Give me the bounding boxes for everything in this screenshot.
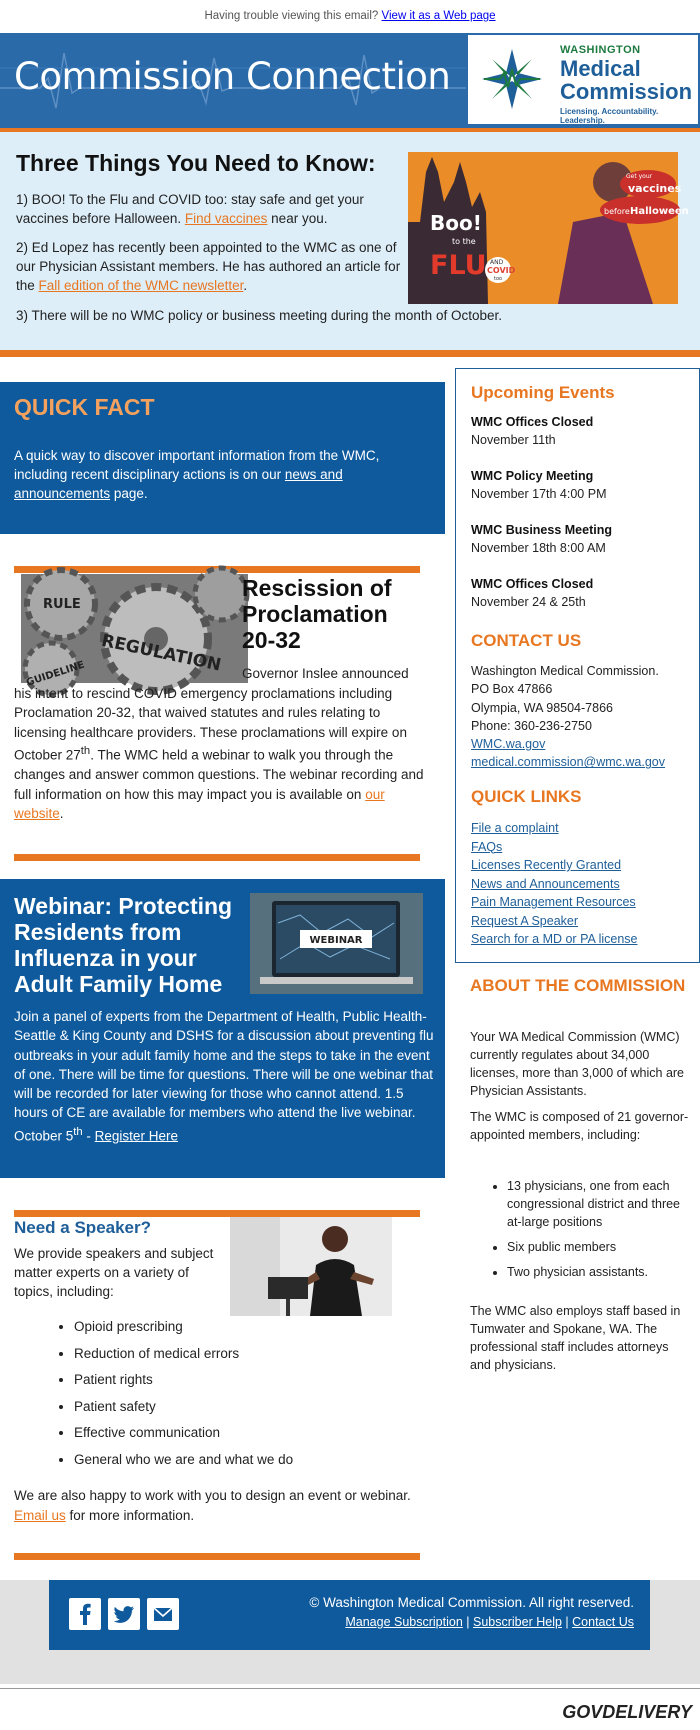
regulation-word: REGULATION bbox=[99, 630, 223, 676]
rescission-body-2: . The WMC held a webinar to walk you through the changes and answer common questions. The webinar recording and full information on how this may impact you is available on bbox=[14, 747, 424, 802]
topic-item: • Opioid prescribing bbox=[74, 1314, 293, 1341]
topic-item: • Reduction of medical errors bbox=[74, 1341, 293, 1368]
footer-rule bbox=[0, 1688, 700, 1689]
event-date: November 24 & 25th bbox=[471, 595, 586, 609]
webinar-sup: th bbox=[73, 1125, 83, 1138]
register-here-link[interactable]: Register Here bbox=[94, 1128, 178, 1144]
get-your-text: Get your bbox=[626, 173, 653, 180]
about-p3: The WMC also employs staff based in Tumwater and Spokane, WA. The professional staff includes attorneys and physicians. bbox=[470, 1304, 681, 1372]
speaker-illustration bbox=[230, 1217, 392, 1316]
webview-bar bbox=[0, 0, 700, 33]
event-item bbox=[471, 467, 607, 503]
event-date: November 18th 8:00 AM bbox=[471, 541, 606, 555]
flu-text: FLU bbox=[430, 250, 487, 281]
newsletter-header bbox=[0, 33, 700, 128]
item-2-text: 2) Ed Lopez has recently been appointed to the WMC as one of our Physician Assistant members. He has authored an article for the bbox=[16, 240, 401, 293]
event-item bbox=[471, 575, 593, 611]
rule-word: RULE bbox=[43, 597, 81, 612]
member-item: • Six public members bbox=[507, 1238, 692, 1256]
footer bbox=[49, 1580, 650, 1650]
webview-link[interactable]: View it as a Web page bbox=[381, 10, 496, 22]
rescission-heading-2: Proclamation bbox=[242, 601, 388, 627]
quick-link-licenses-granted[interactable]: Licenses Recently Granted bbox=[471, 858, 622, 872]
quick-fact-text bbox=[14, 446, 434, 503]
contact-us-link[interactable]: Contact Us bbox=[572, 1615, 634, 1629]
webinar-laptop-image bbox=[250, 893, 423, 994]
quick-fact-heading: QUICK FACT bbox=[14, 394, 155, 420]
manage-subscription-link[interactable]: Manage Subscription bbox=[345, 1615, 463, 1629]
twitter-icon[interactable] bbox=[108, 1598, 140, 1630]
boo-flu-illustration bbox=[408, 152, 689, 304]
topic-item: • Patient safety bbox=[74, 1394, 293, 1421]
govdelivery-logo[interactable]: GOVDELIVERY bbox=[562, 1702, 692, 1722]
vaccines-text: vaccines bbox=[628, 182, 682, 195]
event-title: WMC Business Meeting bbox=[471, 523, 612, 537]
event-title: WMC Offices Closed bbox=[471, 415, 594, 429]
before-text: before bbox=[604, 207, 630, 216]
quick-link-file-complaint[interactable]: File a complaint bbox=[471, 821, 559, 835]
event-title: WMC Policy Meeting bbox=[471, 469, 594, 483]
three-things-item-1 bbox=[16, 190, 401, 228]
contact-line: Washington Medical Commission. bbox=[471, 664, 659, 678]
quick-fact-body: A quick way to discover important information from the WMC, including recent disciplinary actions is on our bbox=[14, 448, 380, 482]
quick-fact-section bbox=[0, 382, 445, 534]
boo-flu-image bbox=[408, 152, 689, 304]
member-item: • Two physician assistants. bbox=[507, 1263, 692, 1281]
logo-commission: Commission bbox=[560, 79, 693, 104]
event-item bbox=[471, 413, 593, 449]
section-divider bbox=[0, 350, 700, 357]
facebook-glyph-icon bbox=[69, 1598, 101, 1630]
guideline-word: GUIDELINE bbox=[25, 659, 86, 689]
three-things-heading: Three Things You Need to Know: bbox=[16, 150, 376, 176]
item-1-text: 1) BOO! To the Flu and COVID too: stay safe and get your vaccines before Halloween. bbox=[16, 192, 364, 226]
three-things-section bbox=[0, 128, 700, 350]
about-heading: ABOUT THE COMMISSION bbox=[470, 976, 686, 995]
contact-line: Phone: 360-236-2750 bbox=[471, 718, 592, 733]
webinar-body: Join a panel of experts from the Department of Health, Public Health-Seattle & King County and DSHS for a discussion about preventing flu outbreaks in your adult family home and the steps to take in the event of one. There will be time for questions. There will be one webinar that will be recorded for later viewing for those who cannot attend. 1.5 hours of CE are available for members who attend the live webinar. October 5 bbox=[14, 1009, 434, 1144]
webinar-heading: Webinar: Protecting Residents from Influenza in your Adult Family Home bbox=[14, 893, 233, 997]
quick-links-list bbox=[471, 819, 638, 949]
wmc-logo[interactable] bbox=[466, 33, 700, 126]
twitter-glyph-icon bbox=[108, 1598, 140, 1630]
speaker-outro bbox=[14, 1486, 424, 1525]
boo-text: Boo! bbox=[430, 211, 482, 235]
footer-separator: | bbox=[466, 1615, 470, 1629]
topic-item: • General who we are and what we do bbox=[74, 1447, 293, 1474]
contact-email-link[interactable]: medical.commission@wmc.wa.gov bbox=[471, 755, 665, 770]
event-date: November 11th bbox=[471, 433, 556, 447]
speaker-outro-text: We are also happy to work with you to design an event or webinar. bbox=[14, 1488, 411, 1503]
topic-item: • Patient rights bbox=[74, 1367, 293, 1394]
our-website-link[interactable]: our website bbox=[14, 786, 385, 821]
quick-links-heading: QUICK LINKS bbox=[471, 787, 582, 806]
event-date: November 17th 4:00 PM bbox=[471, 487, 607, 501]
logo-washington: WASHINGTON bbox=[560, 44, 641, 56]
webinar-section bbox=[0, 879, 445, 1178]
covid-text: COVID bbox=[487, 266, 516, 275]
topic-item: • Effective communication bbox=[74, 1420, 293, 1447]
fall-newsletter-link[interactable]: Fall edition of the WMC newsletter bbox=[38, 278, 244, 293]
news-announcements-link[interactable]: news and announcements bbox=[14, 467, 343, 501]
rescission-sup: th bbox=[80, 745, 91, 758]
speaker-heading: Need a Speaker? bbox=[14, 1218, 152, 1237]
events-heading: Upcoming Events bbox=[471, 383, 615, 402]
wmc-star-icon bbox=[480, 47, 544, 111]
about-members-list bbox=[470, 1177, 692, 1288]
contact-line: PO Box 47866 bbox=[471, 682, 553, 697]
facebook-icon[interactable] bbox=[69, 1598, 101, 1630]
newsletter-title: Commission Connection bbox=[14, 55, 451, 98]
webinar-label: WEBINAR bbox=[309, 935, 363, 946]
about-p1: Your WA Medical Commission (WMC) currently regulates about 34,000 licenses, more than 3,000 of which are Physician Assistants. bbox=[470, 1030, 685, 1098]
about-p2: The WMC is composed of 21 governor-appointed members, including: bbox=[470, 1110, 689, 1142]
rescission-body bbox=[14, 684, 424, 823]
speaker-topics bbox=[14, 1314, 293, 1473]
quick-link-news[interactable]: News and Announcements bbox=[471, 876, 620, 891]
contact-line: Olympia, WA 98504-7866 bbox=[471, 700, 613, 715]
orange-divider bbox=[14, 1553, 420, 1560]
event-title: WMC Offices Closed bbox=[471, 577, 594, 591]
logo-name bbox=[560, 57, 692, 103]
footer-separator: | bbox=[565, 1615, 569, 1629]
item-1-post: near you. bbox=[271, 211, 328, 226]
quick-fact-post: page. bbox=[113, 486, 148, 501]
webinar-dash: - bbox=[82, 1128, 95, 1144]
logo-tagline: Licensing. Accountability. Leadership. bbox=[560, 107, 659, 125]
subscriber-help-link[interactable]: Subscriber Help bbox=[473, 1615, 562, 1629]
quick-link-faqs[interactable]: FAQs bbox=[471, 839, 503, 854]
and-text: AND bbox=[490, 259, 504, 266]
regulation-gears-image bbox=[21, 574, 248, 689]
three-things-item-3: 3) There will be no WMC policy or business meeting during the month of October. bbox=[16, 308, 502, 323]
rescission-heading bbox=[242, 575, 392, 653]
event-item bbox=[471, 521, 612, 557]
contact-heading: CONTACT US bbox=[471, 631, 582, 650]
orange-divider bbox=[14, 854, 420, 861]
find-vaccines-link[interactable]: Find vaccines bbox=[184, 211, 268, 226]
contact-block bbox=[471, 662, 665, 772]
email-us-link[interactable]: Email us bbox=[14, 1507, 66, 1523]
gears-illustration bbox=[21, 574, 248, 689]
item-2-post: . bbox=[243, 278, 248, 293]
sidebar-box bbox=[455, 368, 700, 963]
rescission-heading-1: Rescission of bbox=[242, 575, 392, 601]
footer-links bbox=[345, 1615, 634, 1629]
halloween-text: Halloween bbox=[630, 206, 689, 217]
logo-medical: Medical bbox=[560, 56, 641, 81]
too-text: too bbox=[494, 276, 503, 282]
webinar-text bbox=[14, 1007, 434, 1146]
speaker-photo bbox=[230, 1217, 392, 1316]
quick-link-request-speaker[interactable]: Request A Speaker bbox=[471, 913, 579, 928]
quick-link-pain-management[interactable]: Pain Management Resources bbox=[471, 895, 636, 909]
envelope-glyph-icon bbox=[147, 1598, 179, 1630]
speaker-intro: We provide speakers and subject matter experts on a variety of topics, including: bbox=[14, 1246, 214, 1299]
rescission-heading-3: 20-32 bbox=[242, 627, 301, 653]
quick-link-license-search[interactable]: Search for a MD or PA license bbox=[471, 932, 638, 946]
rescission-intro: Governor Inslee announced bbox=[242, 666, 409, 681]
three-things-item-2 bbox=[16, 238, 401, 295]
email-envelope-icon[interactable] bbox=[147, 1598, 179, 1630]
wmc-website-link[interactable]: WMC.wa.gov bbox=[471, 737, 546, 752]
to-the-text: to the bbox=[452, 237, 476, 246]
orange-divider bbox=[14, 1210, 420, 1217]
member-item: • 13 physicians, one from each congressional district and three at-large positions bbox=[507, 1177, 692, 1231]
laptop-illustration bbox=[250, 893, 423, 994]
speaker-outro-post: for more information. bbox=[69, 1507, 195, 1523]
copyright-text: © Washington Medical Commission. All right reserved. bbox=[309, 1595, 634, 1610]
rescission-post: . bbox=[59, 805, 64, 821]
rescission-body-1: his intent to rescind COVID emergency proclamations including Proclamation 20-32, that waived statutes and rules relating to licensing healthcare providers. These proclamations will expire on October 27 bbox=[14, 686, 407, 763]
webview-text: Having trouble viewing this email? bbox=[204, 10, 379, 22]
